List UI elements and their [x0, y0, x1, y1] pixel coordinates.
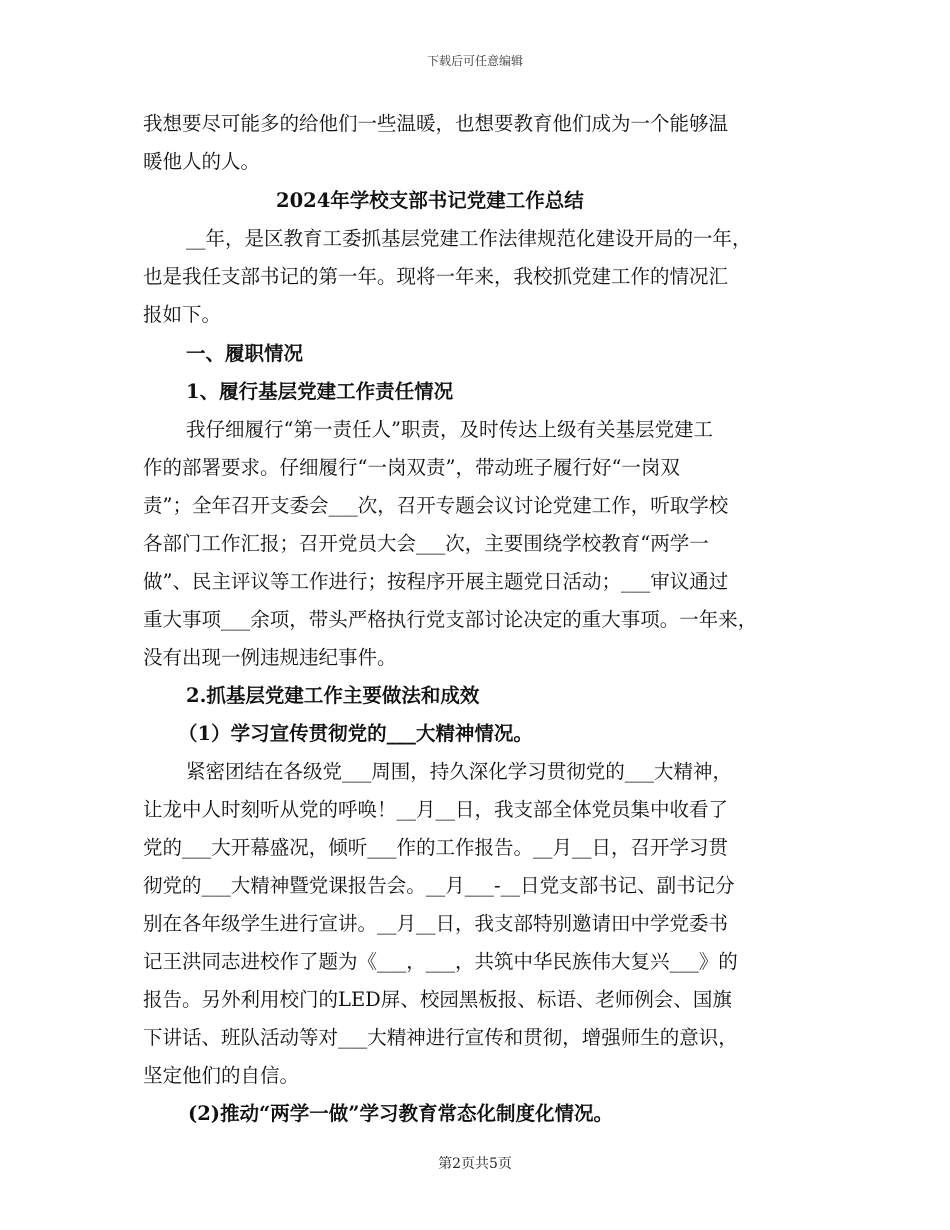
paragraph-line: 重大事项___余项，带头严格执行党支部讨论决定的重大事项。一年来，: [143, 608, 758, 631]
paragraph-line: 报告。另外利用校门的LED屏、校园黑板报、标语、老师例会、国旗: [143, 988, 732, 1011]
paragraph-line: 下讲话、班队活动等对___大精神进行宣传和贯彻，增强师生的意识，: [143, 1026, 738, 1049]
paragraph-line: 责”；全年召开支委会___次，召开专题会议讨论党建工作，听取学校: [143, 494, 729, 517]
paragraph-line: 我仔细履行“第一责任人”职责，及时传达上级有关基层党建工: [186, 418, 713, 441]
section-heading: 一、履职情况: [186, 342, 304, 365]
section-heading: （1）学习宣传贯彻党的___大精神情况。: [178, 722, 533, 745]
paragraph-line: 也是我任支部书记的第一年。现将一年来，我校抓党建工作的情况汇: [143, 265, 729, 288]
paragraph-line: 记王洪同志进校作了题为《___，___，共筑中华民族伟大复兴___》的: [143, 950, 738, 973]
paragraph-line: 让龙中人时刻听从党的呼唤！__月__日，我支部全体党员集中收看了: [143, 798, 729, 821]
paragraph-line: 坚定他们的自信。: [143, 1064, 300, 1087]
paragraph-line: 紧密团结在各级党___周围，持久深化学习贯彻党的___大精神，: [186, 760, 733, 783]
paragraph-line: __年，是区教育工委抓基层党建工作法律规范化建设开局的一年，: [186, 227, 752, 250]
paragraph-line: 没有出现一例违规违纪事件。: [143, 646, 397, 669]
section-heading: 1、履行基层党建工作责任情况: [186, 380, 454, 403]
section-heading: 2.抓基层党建工作主要做法和成效: [186, 684, 480, 707]
paragraph-line: 各部门工作汇报；召开党员大会___次，主要围绕学校教育“两学一: [143, 532, 709, 555]
paragraph-line: 党的___大开幕盛况，倾听___作的工作报告。__月__日，召开学习贯: [143, 836, 729, 859]
paragraph-line: 暖他人的人。: [143, 150, 261, 173]
section-heading: (2)推动“两学一做”学习教育常态化制度化情况。: [188, 1102, 613, 1125]
page-header: 下载后可任意编辑: [426, 54, 523, 68]
paragraph-line: 彻党的___大精神暨党课报告会。__月___-__日党支部书记、副书记分: [143, 874, 735, 897]
page-number: 第2页共5页: [438, 1156, 512, 1172]
paragraph-line: 别在各年级学生进行宣讲。__月__日，我支部特别邀请田中学党委书: [143, 912, 729, 935]
paragraph-line: 作的部署要求。仔细履行“一岗双责”，带动班子履行好“一岗双: [143, 456, 680, 479]
paragraph-line: 我想要尽可能多的给他们一些温暖，也想要教育他们成为一个能够温: [143, 112, 729, 135]
section-heading: 2024年学校支部书记党建工作总结: [276, 189, 584, 212]
paragraph-line: 报如下。: [143, 303, 222, 326]
paragraph-line: 做”、民主评议等工作进行；按程序开展主题党日活动；___审议通过: [143, 570, 729, 593]
